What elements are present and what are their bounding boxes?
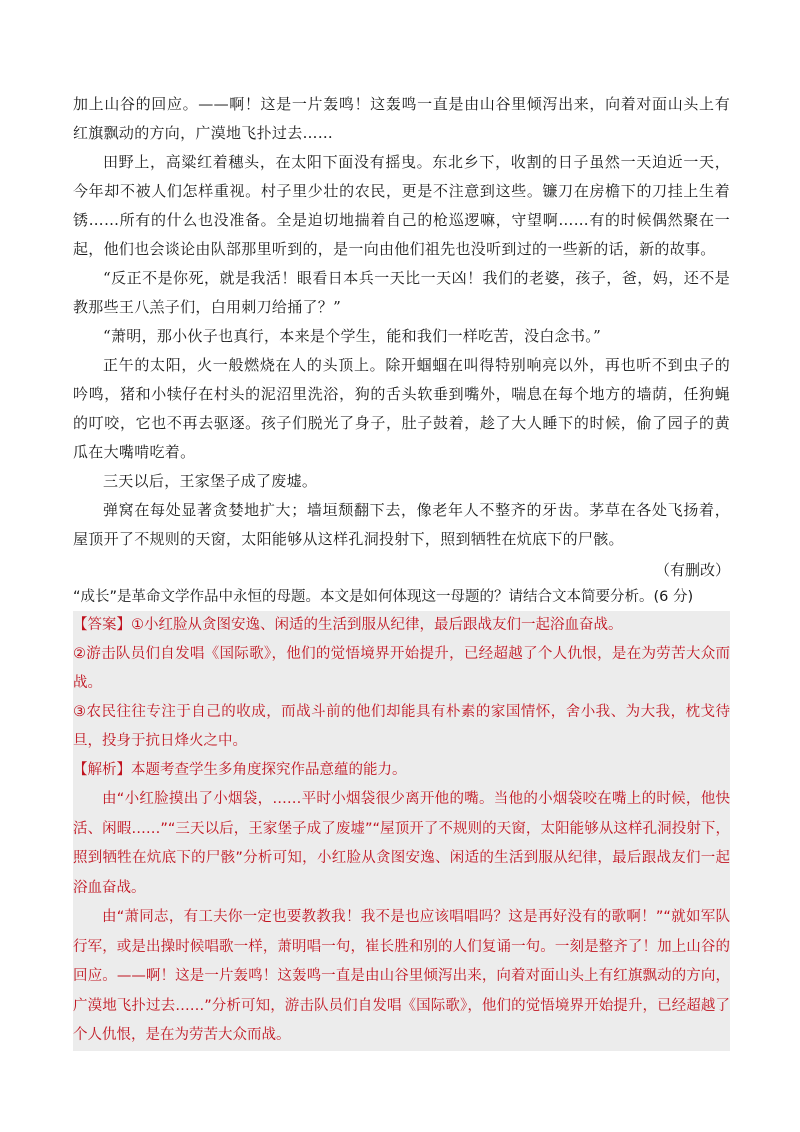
passage-paragraph: 正午的太阳，火一般燃烧在人的头顶上。除开蝈蝈在叫得特别响亮以外，再也听不到虫子的吟鸣，猪和小犊仔在村头的泥沼里洗浴，狗的舌头软垂到嘴外，喘息在每个地方的墙荫，任狗蝇的叮咬，它也不再去驱逐。孩子们脱光了身子，肚子鼓着，趁了大人睡下的时候，偷了园子的黄瓜在大嘴啃吃着。 <box>73 356 730 461</box>
passage-paragraph: 弹窝在每处显著贪婪地扩大；墙垣颓翻下去，像老年人不整齐的牙齿。茅草在各处飞扬着，屋顶开了不规则的天窗，太阳能够从这样孔洞投射下，照到牺牲在炕底下的尸骸。 <box>73 501 730 548</box>
answer-point-3: ③农民往往专注于自己的收成，而战斗前的他们却能具有朴素的家国情怀，舍小我、为大我，枕戈待旦，投身于抗日烽火之中。 <box>73 704 730 749</box>
passage-paragraph: “萧明，那小伙子也真行，本来是个学生，能和我们一样吃苦，没白念书。” <box>103 327 602 345</box>
answer-point-2: ②游击队员们自发唱《国际歌》，他们的觉悟境界开始提升，已经超越了个人仇恨，是在为劳苦大众而战。 <box>73 646 730 691</box>
reading-passage <box>73 90 730 585</box>
document-page <box>73 0 730 1051</box>
analysis-paragraph-1: 由“小红脸摸出了小烟袋，……平时小烟袋很少离开他的嘴。当他的小烟袋咬在嘴上的时候，他快活、闲暇……”“三天以后，王家堡子成了废墟”“屋顶开了不规则的天窗，太阳能够从这样孔洞投射下，照到牺牲在炕底下的尸骸”分析可知，小红脸从贪图安逸、闲适的生活到服从纪律，最后跟战友们一起浴血奋战。 <box>73 791 730 896</box>
analysis-paragraph-2: 由“萧同志，有工夫你一定也要教教我！我不是也应该唱唱吗？这是再好没有的歌啊！”“就如军队行军，或是出操时候唱歌一样，萧明唱一句，崔长胜和别的人们复诵一句。一刻是整齐了！加上山谷的回应。——啊！这是一片轰鸣！这轰鸣一直是由山谷里倾泻出来，向着对面山头上有红旗飘动的方向，广漠地飞扑过去……”分析可知，游击队员们自发唱《国际歌》，他们的觉悟境界开始提升，已经超越了个人仇恨，是在为劳苦大众而战。 <box>73 909 730 1043</box>
passage-paragraph: 田野上，高粱红着穗头，在太阳下面没有摇曳。东北乡下，收割的日子虽然一天迫近一天，今年却不被人们怎样重视。村子里少壮的农民，更是不注意到这些。镰刀在房檐下的刀挂上生着锈……所有的什么也没准备。全是迫切地揣着自己的枪巡逻嘛，守望啊……有的时候偶然聚在一起，他们也会谈论由队部那里听到的，是一向由他们祖先也没听到过的一些新的话，新的故事。 <box>73 153 730 258</box>
analysis-intro <box>73 756 730 785</box>
passage-paragraph: 加上山谷的回应。——啊！这是一片轰鸣！这轰鸣一直是由山谷里倾泻出来，向着对面山头上有红旗飘动的方向，广漠地飞扑过去…… <box>73 95 730 142</box>
answer-point-1: ①小红脸从贪图安逸、闲适的生活到服从纪律，最后跟战友们一起浴血奋战。 <box>131 617 623 633</box>
analysis-intro-text: 本题考查学生多角度探究作品意蕴的能力。 <box>131 762 407 778</box>
passage-paragraph: “反正不是你死，就是我活！眼看日本兵一天比一天凶！我们的老婆，孩子，爸，妈，还不是教那些王八羔子们，白用刺刀给捅了？” <box>73 269 730 316</box>
answer-analysis-block <box>73 611 730 1051</box>
analysis-tag: 【解析】 <box>73 762 131 778</box>
answer-tag: 【答案】 <box>73 617 131 633</box>
passage-paragraph: 三天以后，王家堡子成了废墟。 <box>103 472 318 490</box>
source-note: （有删改） <box>654 561 730 579</box>
answer-point <box>73 611 730 640</box>
question-text: “成长”是革命文学作品中永恒的母题。本文是如何体现这一母题的？请结合文本简要分析。(6 分) <box>73 589 694 605</box>
